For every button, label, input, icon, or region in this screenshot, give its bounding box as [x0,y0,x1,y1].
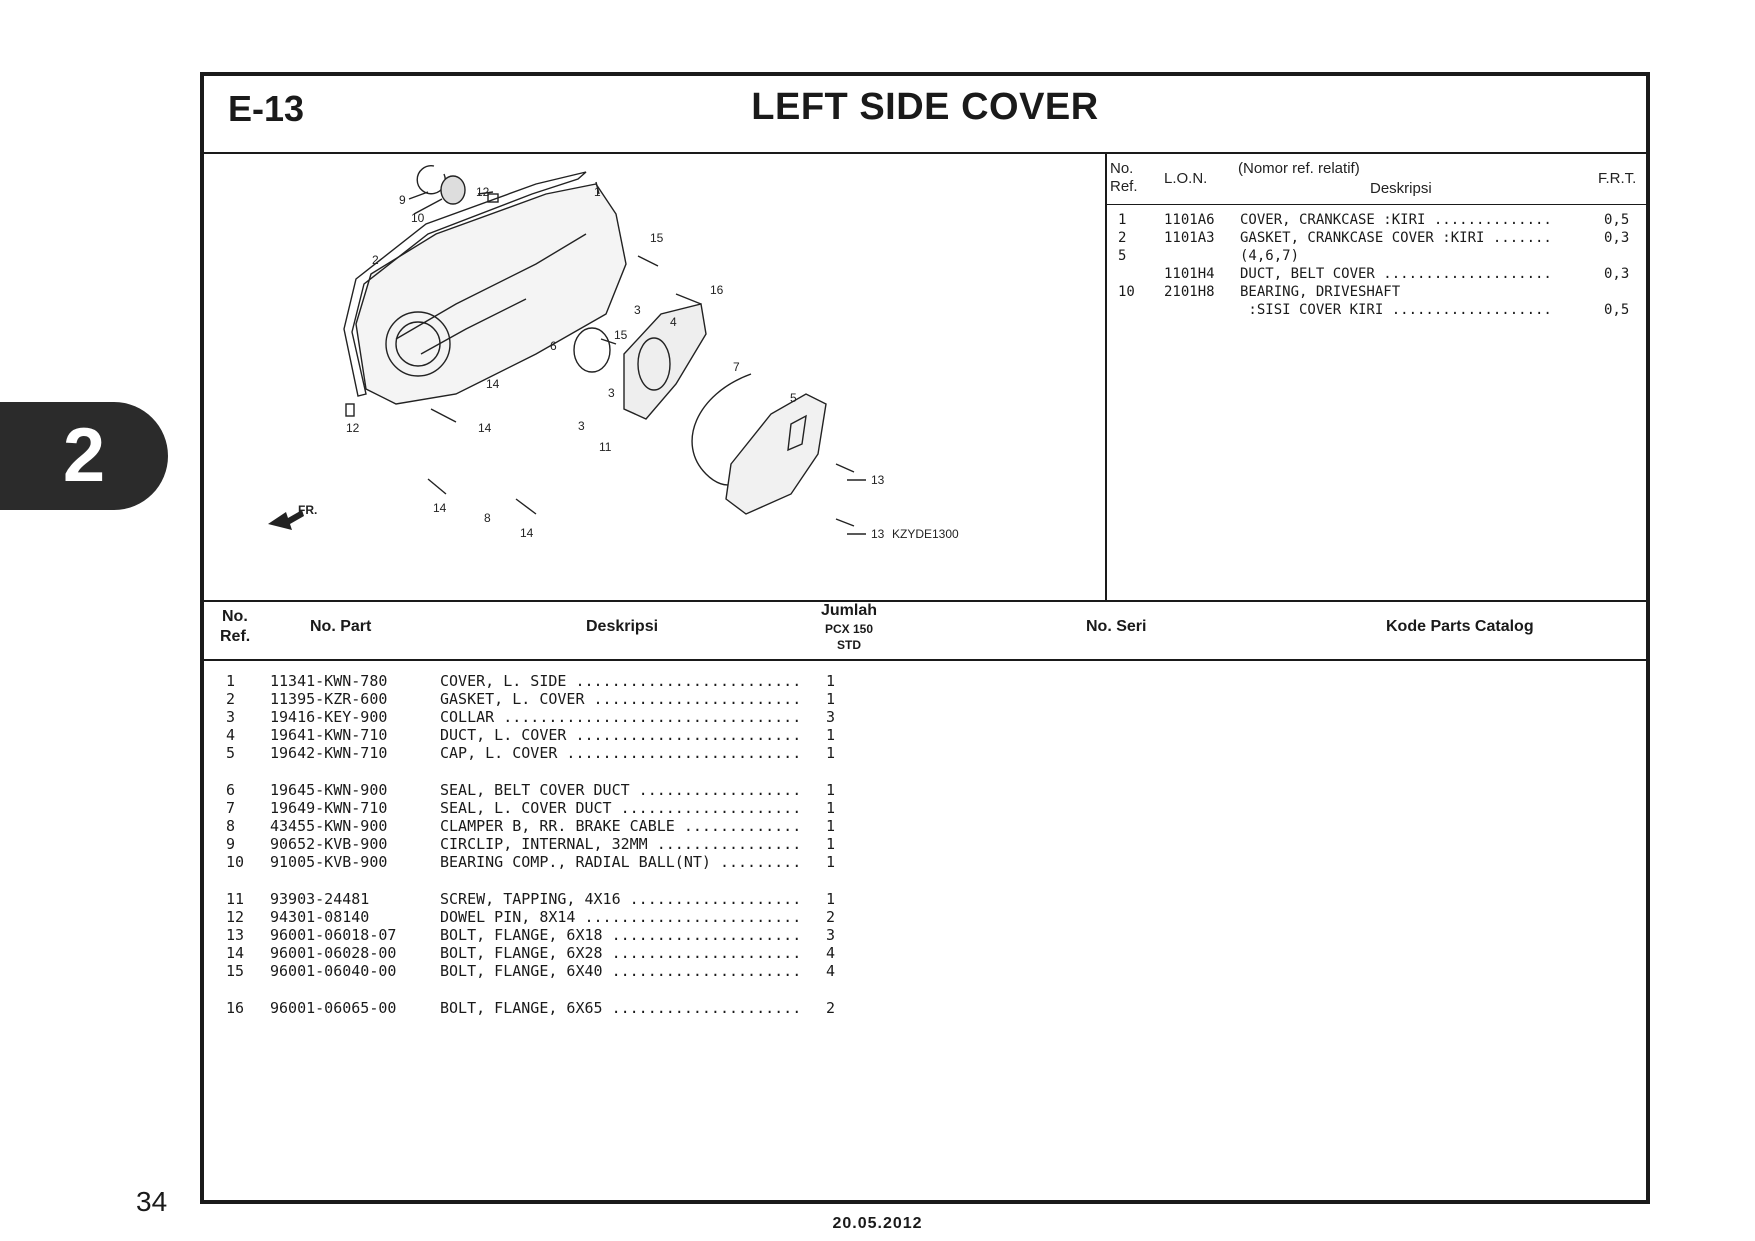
callout-label: 11 [599,440,612,454]
page-title: LEFT SIDE COVER [751,86,1099,128]
table-row: 11 93903-24481 SCREW, TAPPING, 4X16 ................... 1 [226,890,836,908]
lon-row: 5 (4,6,7) [1118,248,1300,264]
diagram-bottom-divider [204,600,1646,602]
callout-label: 12 [346,421,360,435]
callout-label: 13 [871,527,885,541]
callout-label: 14 [433,501,447,515]
table-row: 2 11395-KZR-600 GASKET, L. COVER ....................... 1 [226,690,836,708]
callout-label: 14 [486,377,500,391]
lon-row: 10 2101H8 BEARING, DRIVESHAFT [1118,284,1401,300]
diagram-code: KZYDE1300 [892,527,959,541]
callout-label: 13 [871,473,885,487]
callout-label: 14 [520,526,534,540]
parts-page-frame [200,72,1650,1204]
lon-row: 1101H4 DUCT, BELT COVER .................... 0,3 [1164,266,1630,282]
table-row: 12 94301-08140 DOWEL PIN, 8X14 ........................ 2 [226,908,836,926]
table-row: 3 19416-KEY-900 COLLAR ................................. 3 [226,708,836,726]
callout-label: 12 [476,185,490,199]
callout-label: 9 [399,193,406,207]
table-row: 1 11341-KWN-780 COVER, L. SIDE ......................... 1 [226,672,836,690]
table-row: 10 91005-KVB-900 BEARING COMP., RADIAL BALL(NT) ......... 1 [226,853,836,871]
section-code: E-13 [228,88,305,129]
table-row: 8 43455-KWN-900 CLAMPER B, RR. BRAKE CABLE ............. 1 [226,817,836,835]
lon-header-divider [1107,204,1650,205]
callout-label: 4 [670,315,677,329]
callout-label: 2 [372,253,379,267]
table-row: 7 19649-KWN-710 SEAL, L. COVER DUCT .................... 1 [226,799,836,817]
parts-header-model: PCX 150 [824,622,874,636]
table-row: 16 96001-06065-00 BOLT, FLANGE, 6X65 ..................... 2 [226,999,836,1017]
lon-row: 1 1101A6 COVER, CRANKCASE :KIRI .............. 0,5 [1118,212,1630,228]
section-tab: 2 [0,402,168,510]
parts-header-serial: No. Seri [1086,618,1147,635]
table-row: 15 96001-06040-00 BOLT, FLANGE, 6X40 ..................... 4 [226,962,836,980]
lon-header-lon: L.O.N. [1164,170,1208,187]
callout-label: 6 [550,339,557,353]
callout-label: 10 [411,211,425,225]
table-row: 14 96001-06028-00 BOLT, FLANGE, 6X28 ..................... 4 [226,944,836,962]
table-row: 9 90652-KVB-900 CIRCLIP, INTERNAL, 32MM ................ 1 [226,835,836,853]
parts-header-divider [204,659,1646,661]
table-row: 5 19642-KWN-710 CAP, L. COVER .......................... 1 [226,744,836,762]
print-date: 20.05.2012 [832,1215,923,1232]
seal-ring-part [574,328,610,372]
callout-label: 1 [594,185,601,199]
duct-part [624,304,706,419]
callout-label: 8 [484,511,491,525]
callout-label: 15 [614,328,628,342]
lon-header-frt: F.R.T. [1598,170,1637,187]
callout-label: 5 [790,391,797,405]
lon-header-no: No. [1110,160,1134,177]
callout-label: 3 [608,386,615,400]
lon-header-desc: Deskripsi [1370,180,1432,197]
callout-label: 15 [650,231,664,245]
callout-label: 14 [478,421,492,435]
table-row: 4 19641-KWN-710 DUCT, L. COVER ......................... 1 [226,726,836,744]
lon-row: 2 1101A3 GASKET, CRANKCASE COVER :KIRI ....... 0,3 [1118,230,1630,246]
callout-label: 16 [710,283,724,297]
parts-header-part: No. Part [310,618,372,635]
callout-label: 7 [733,360,740,374]
callout-label: 3 [634,303,641,317]
lon-header-ref: Ref. [1110,178,1138,195]
parts-header-desc: Deskripsi [586,618,659,635]
front-marker-label: FR. [298,503,318,517]
parts-header-no: No. [222,608,248,625]
table-row: 6 19645-KWN-900 SEAL, BELT COVER DUCT .................. 1 [226,781,836,799]
callout-label: 3 [578,419,585,433]
lon-header-relative: (Nomor ref. relatif) [1238,160,1360,177]
parts-header-ref: Ref. [220,628,251,645]
page-number: 34 [136,1186,168,1217]
parts-header-variant: STD [837,638,861,652]
lon-row: :SISI COVER KIRI ................... 0,5 [1240,302,1630,318]
parts-header-qty: Jumlah [820,602,877,619]
parts-header-catalog: Kode Parts Catalog [1386,618,1534,635]
table-row: 13 96001-06018-07 BOLT, FLANGE, 6X18 ..................... 3 [226,926,836,944]
cap-part [726,394,826,514]
bearing-part [441,176,465,204]
